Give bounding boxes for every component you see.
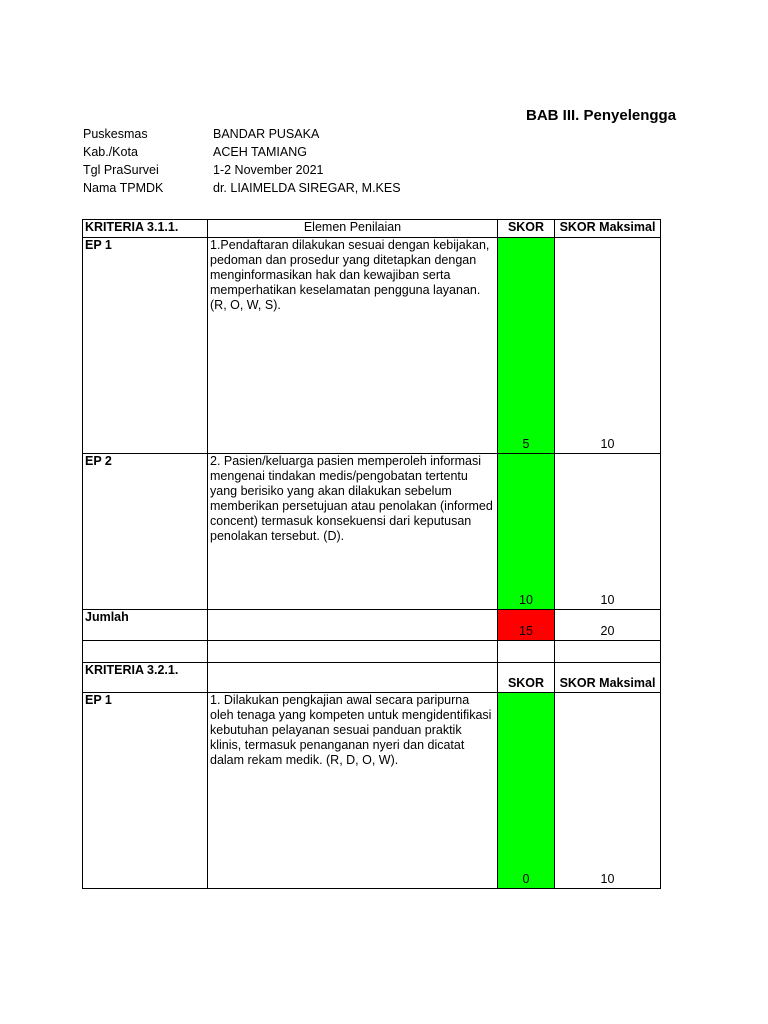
skor-max-cell: 10	[555, 454, 661, 610]
info-value: 1-2 November 2021	[213, 163, 324, 177]
empty-cell	[83, 641, 208, 663]
skor-cell: 0	[498, 693, 555, 889]
jumlah-label: Jumlah	[83, 610, 208, 641]
ep-label: EP 1	[83, 238, 208, 454]
empty-cell	[498, 641, 555, 663]
table-row	[83, 693, 661, 889]
table-row	[83, 454, 661, 610]
empty-cell	[208, 641, 498, 663]
header-skor-maksimal: SKOR Maksimal	[555, 663, 661, 693]
header-skor: SKOR	[498, 220, 555, 238]
empty-cell	[208, 610, 498, 641]
header-elemen: Elemen Penilaian	[208, 220, 498, 238]
table-header-row	[83, 220, 661, 238]
jumlah-max-cell: 20	[555, 610, 661, 641]
ep-description: 1. Dilakukan pengkajian awal secara paripurna oleh tenaga yang kompeten untuk mengidentifikasi kebutuhan pelayanan sesuai panduan praktik klinis, termasuk penanganan nyeri dan dicatat dalam rekam medik. (R, D, O, W).	[208, 693, 498, 889]
table-header-row	[83, 663, 661, 693]
info-label: Puskesmas	[83, 127, 148, 141]
skor-cell: 5	[498, 238, 555, 454]
info-value: BANDAR PUSAKA	[213, 127, 320, 141]
kriteria-label: KRITERIA 3.1.1.	[83, 220, 208, 238]
spacer-row	[83, 641, 661, 663]
empty-cell	[208, 663, 498, 693]
skor-max-cell: 10	[555, 238, 661, 454]
ep-description: 2. Pasien/keluarga pasien memperoleh informasi mengenai tindakan medis/pengobatan tertentu yang berisiko yang akan dilakukan sebelum memberikan persetujuan atau penolakan (informed concent) termasuk konsekuensi dari keputusan penolakan tersebut. (D).	[208, 454, 498, 610]
assessment-table	[82, 219, 661, 889]
skor-max-cell: 10	[555, 693, 661, 889]
ep-description: 1.Pendaftaran dilakukan sesuai dengan kebijakan, pedoman dan prosedur yang ditetapkan dengan menginformasikan hak dan kewajiban serta memperhatikan keselamatan pengguna layanan. (R, O, W, S).	[208, 238, 498, 454]
info-label: Tgl PraSurvei	[83, 163, 159, 177]
empty-cell	[555, 641, 661, 663]
header-skor-maksimal: SKOR Maksimal	[555, 220, 661, 238]
jumlah-skor-cell: 15	[498, 610, 555, 641]
info-value: dr. LIAIMELDA SIREGAR, M.KES	[213, 181, 401, 195]
header-skor: SKOR	[498, 663, 555, 693]
info-label: Nama TPMDK	[83, 181, 164, 195]
info-value: ACEH TAMIANG	[213, 145, 307, 159]
ep-label: EP 1	[83, 693, 208, 889]
table-row	[83, 238, 661, 454]
jumlah-row	[83, 610, 661, 641]
skor-cell: 10	[498, 454, 555, 610]
info-label: Kab./Kota	[83, 145, 138, 159]
ep-label: EP 2	[83, 454, 208, 610]
kriteria-label: KRITERIA 3.2.1.	[83, 663, 208, 693]
page-title: BAB III. Penyelengga	[526, 107, 677, 124]
